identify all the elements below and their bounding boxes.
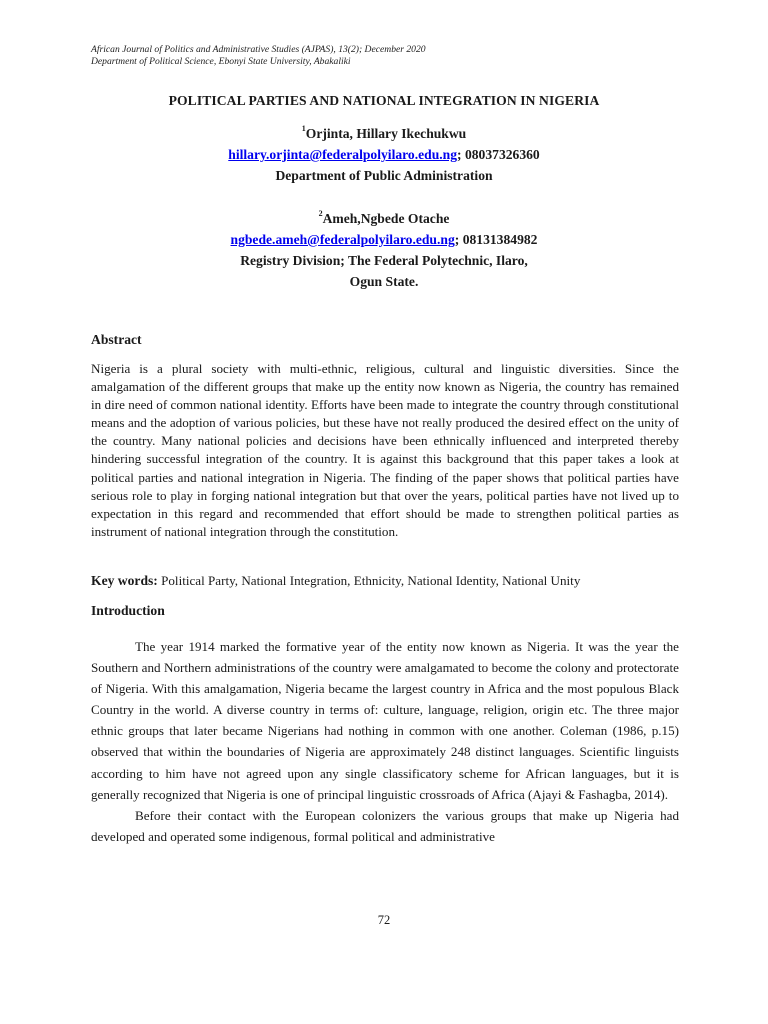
- author-phone: ; 08131384982: [454, 232, 538, 247]
- keywords-label: Key words:: [91, 573, 158, 588]
- author-name-line: [0, 123, 768, 144]
- abstract-text: Nigeria is a plural society with multi-ethnic, religious, cultural and linguistic diversities. Since the amalgamation of the different groups that make up the entity now known as Nigeria, the country has remained in dire need of common national identity. Efforts have been made to integrate the country through constitutional means and the adoption of various policies, but these have not really produced the desired effect on the unity of the country. Many national policies and decisions have been ethnically influenced and interpreted thereby hindering successful integration of the country. It is against this background that this paper takes a look at political parties and national integration in Nigeria. The finding of the paper shows that political parties have serious role to play in forging national integration but that over the years, political parties have not lived up to expectation in this regard and recommended that effort should be made to strengthen political parties as instrument of national integration through the constitution.: [91, 361, 679, 539]
- author-superscript: 1: [301, 124, 306, 134]
- author-affiliation: Department of Public Administration: [275, 168, 493, 183]
- author-name: Orjinta, Hillary Ikechukwu: [305, 126, 467, 141]
- page-number: 72: [377, 913, 391, 927]
- paper-title: POLITICAL PARTIES AND NATIONAL INTEGRATION IN NIGERIA: [168, 93, 600, 108]
- introduction-paragraph: The year 1914 marked the formative year of the entity now known as Nigeria. It was the year the Southern and Northern administrations of the country were amalgamated to become the colony and protectorate of Nigeria. With this amalgamation, Nigeria became the largest country in Africa and the most populous Black Country in the world. A diverse country in terms of: culture, language, religion, origin etc. The three major ethnic groups that later became Nigerians had nothing in common with one another. Coleman (1986, p.15) observed that within the boundaries of Nigeria are approximately 248 distinct languages. Scientific linguists according to him have not agreed upon any single classificatory scheme for African languages, but it is generally recognized that Nigeria is one of principal linguistic crossroads of Africa (Ajayi & Fashagba, 2014).: [91, 639, 679, 802]
- introduction-body: [91, 636, 679, 847]
- journal-department: Department of Political Science, Ebonyi State University, Abakaliki: [91, 56, 351, 67]
- keywords-text: Political Party, National Integration, Ethnicity, National Identity, National Unity: [157, 573, 581, 588]
- author-superscript: 2: [318, 209, 323, 219]
- author-phone: ; 08037326360: [457, 147, 540, 162]
- author-contact-line: [0, 144, 768, 165]
- abstract-heading: Abstract: [91, 332, 142, 347]
- author-name-line: [0, 208, 768, 229]
- author-email-link[interactable]: ngbede.ameh@federalpolyilaro.edu.ng: [230, 232, 455, 247]
- author-contact-line: [0, 229, 768, 250]
- author-block-2: [0, 208, 768, 292]
- journal-header: [91, 44, 691, 68]
- author-email-link[interactable]: hillary.orjinta@federalpolyilaro.edu.ng: [228, 147, 458, 162]
- author-name: Ameh,Ngbede Otache: [322, 211, 450, 226]
- introduction-paragraph: Before their contact with the European colonizers the various groups that make up Nigeria had developed and operated some indigenous, formal political and administrative: [91, 807, 679, 844]
- author-affiliation: Ogun State.: [349, 274, 419, 289]
- author-affiliation: Registry Division; The Federal Polytechnic, Ilaro,: [240, 253, 528, 268]
- journal-citation: African Journal of Politics and Administrative Studies (AJPAS), 13(2); December 2020: [91, 44, 426, 55]
- keywords-line: [91, 572, 679, 590]
- author-block-1: [0, 123, 768, 186]
- introduction-heading: Introduction: [91, 603, 165, 618]
